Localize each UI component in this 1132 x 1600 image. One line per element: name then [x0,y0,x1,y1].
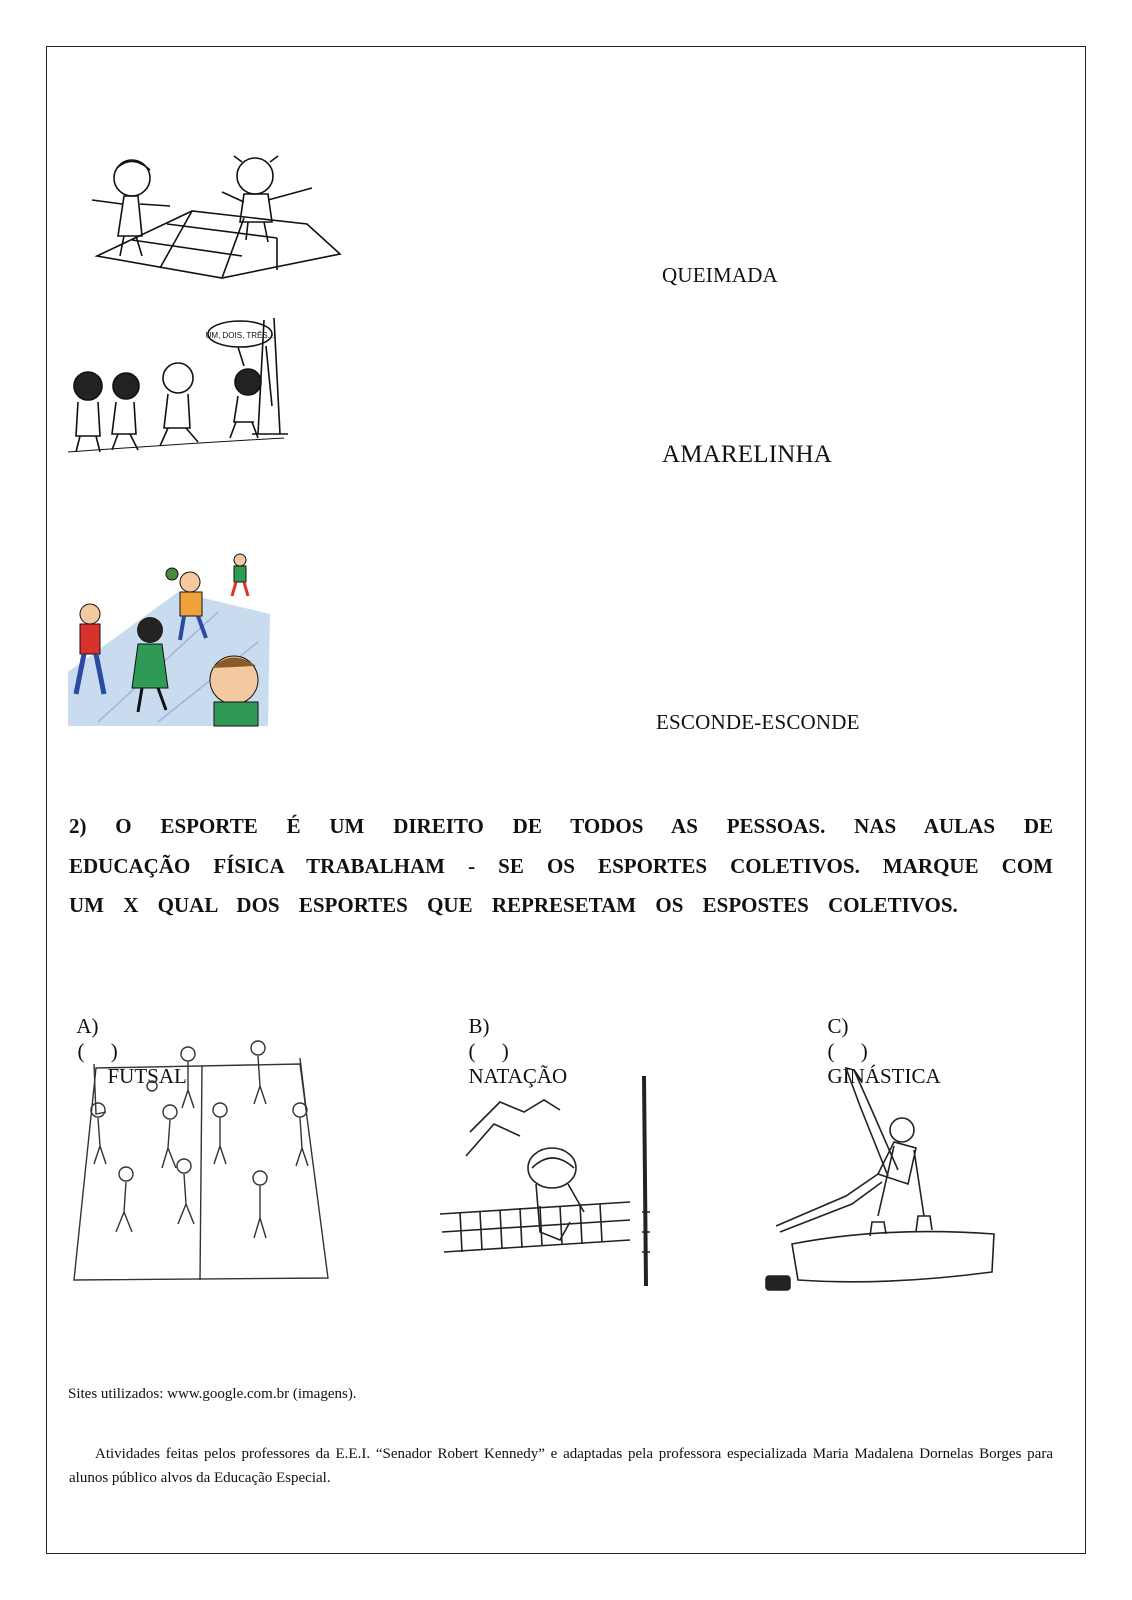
option-c-label: GINÁSTICA [827,1064,941,1088]
girl-left-icon [92,160,170,256]
dodgeball-illustration [68,552,270,726]
hide-and-seek-illustration [68,316,290,460]
player-icon [251,1041,266,1104]
option-c-letter: C) [827,1014,849,1038]
sources-note: Sites utilizados: www.google.com.br (imagens). [68,1386,357,1402]
player-icon [116,1167,133,1232]
option-b-letter: B) [468,1014,490,1038]
gymnastics-illustration [766,1066,998,1294]
ball-icon [147,1081,157,1091]
label-esconde-esconde: ESCONDE-ESCONDE [656,710,860,734]
speech-bubble-text: UM, DOIS, TRÊS... [205,331,275,340]
player-icon [181,1047,195,1108]
hopscotch-grid-icon [97,211,340,278]
option-c-checkbox[interactable]: ( ) [827,1039,868,1063]
option-a-label: FUTSAL [107,1064,187,1088]
kid-face-icon [210,656,258,726]
logo-icon [766,1276,790,1290]
option-b-checkbox[interactable]: ( ) [468,1039,509,1063]
ball-icon [166,568,178,580]
option-a-letter: A) [76,1014,99,1038]
player-icon [177,1159,194,1224]
pool-wall-icon [440,1202,630,1252]
label-queimada: QUEIMADA [662,263,778,287]
label-amarelinha: AMARELINHA [662,441,833,468]
kid-1-icon [74,372,102,452]
credits-note: Atividades feitas pelos professores da E.E.I. “Senador Robert Kennedy” e adaptadas pela professora especializada Maria Madalena Dornelas Borges para alunos público alvos da Educação Especial. [69,1446,1053,1486]
girl-right-icon [222,156,312,242]
pool-lane-rope-icon [642,1076,650,1286]
player-icon [213,1103,227,1164]
question-text: 2) O ESPORTE É UM DIREITO DE TODOS AS PESSOAS. NAS AULAS DE EDUCAÇÃO FÍSICA TRABALHAM - SE OS ESPORTES COLETIVOS. MARQUE COM UM X QUAL DOS ESPORTES QUE REPRESETAM OS ESPOSTES COLETIVOS. [69,814,1053,917]
player-icon [162,1105,177,1168]
player-icon [253,1171,267,1238]
futsal-illustration [70,1028,332,1286]
gymnast-icon [776,1068,924,1232]
hopscotch-illustration [72,156,344,282]
option-b-label: NATAÇÃO [468,1064,568,1088]
swimming-illustration [440,1072,656,1290]
kid-far-icon [232,554,248,596]
pommel-horse-icon [792,1216,994,1282]
kid-2-icon [112,373,139,450]
kid-seeker-icon [230,369,261,438]
option-a-checkbox[interactable]: ( ) [77,1039,118,1063]
swimmer-icon [466,1100,584,1240]
kid-3-icon [160,363,198,446]
